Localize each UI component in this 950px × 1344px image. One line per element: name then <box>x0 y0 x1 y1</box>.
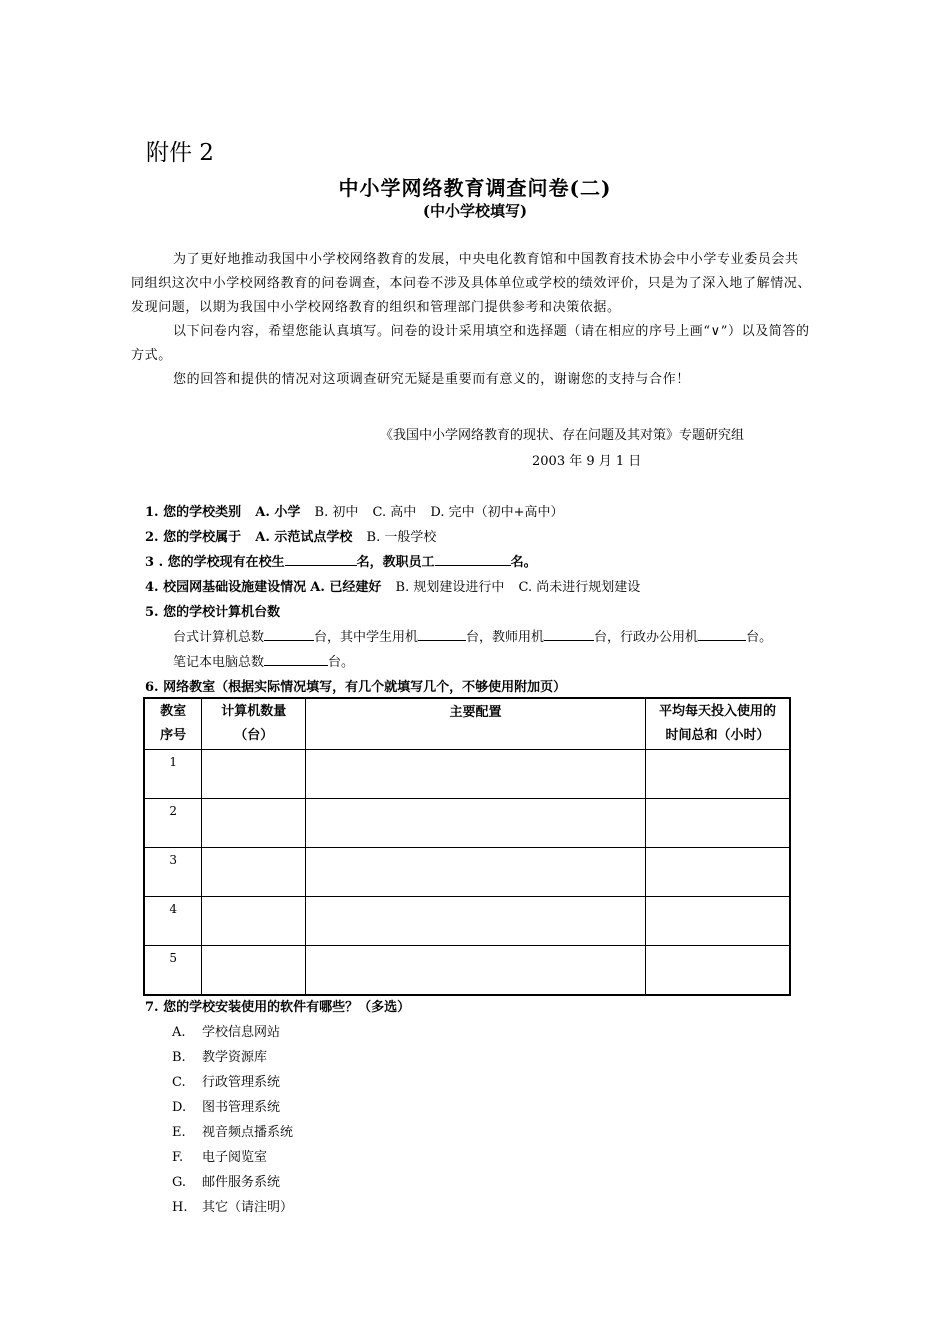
q7-option-d[interactable]: D. 图书管理系统 <box>172 1100 281 1115</box>
attachment-label: 附件 2 <box>146 140 214 166</box>
computer-count-cell[interactable] <box>202 750 306 799</box>
students-count-blank[interactable] <box>285 552 357 566</box>
q2-option-a[interactable]: A. 示范试点学校 <box>255 530 353 545</box>
staff-count-blank[interactable] <box>435 552 511 566</box>
question-4-label: 4. 校园网基础设施建设情况 <box>145 580 307 595</box>
intro-paragraph-3: 您的回答和提供的情况对这项调查研究无疑是重要而有意义的，谢谢您的支持与合作！ <box>173 372 690 387</box>
computer-count-cell[interactable] <box>202 848 306 897</box>
room-number-cell: 4 <box>144 897 202 946</box>
daily-usage-cell[interactable] <box>645 848 790 897</box>
question-1-label: 1. 您的学校类别 <box>145 505 242 520</box>
desktop-count-blank[interactable] <box>264 627 314 641</box>
header-main-config: 主要配置 <box>306 698 646 750</box>
room-number-cell: 2 <box>144 799 202 848</box>
room-number-cell: 1 <box>144 750 202 799</box>
daily-usage-cell[interactable] <box>645 750 790 799</box>
student-machines-blank[interactable] <box>418 627 466 641</box>
main-config-cell[interactable] <box>306 848 646 897</box>
question-6-label: 6. 网络教室（根据实际情况填写，有几个就填写几个，不够使用附加页） <box>145 680 567 695</box>
q4-option-b[interactable]: B. 规划建设进行中 <box>395 580 505 595</box>
laptop-unit: 台。 <box>328 655 355 670</box>
desktop-label: 台式计算机总数 <box>173 630 265 645</box>
main-config-cell[interactable] <box>306 946 646 996</box>
q7-option-g[interactable]: G. 邮件服务系统 <box>172 1175 281 1190</box>
question-6 <box>145 676 566 695</box>
q7-option-c[interactable]: C. 行政管理系统 <box>172 1075 281 1090</box>
q7-option-h[interactable]: H. 其它（请注明） <box>172 1200 294 1215</box>
intro-paragraph-1: 为了更好地推动我国中小学校网络教育的发展，中央电化教育馆和中国教育技术协会中小学专业委员会共同组织这次中小学校网络教育的问卷调查，本问卷不涉及具体单位或学校的绩效评价，只是为了深入地了解情况、发现问题，以期为我国中小学校网络教育的组织和管理部门提供参考和决策依据。 <box>131 252 812 315</box>
q2-option-b[interactable]: B. 一般学校 <box>366 530 437 545</box>
question-2 <box>145 526 436 545</box>
table-header-row <box>144 698 790 750</box>
question-5-label: 5. 您的学校计算机台数 <box>145 605 281 620</box>
question-5-line-1 <box>173 626 772 645</box>
room-number-cell: 5 <box>144 946 202 996</box>
main-config-cell[interactable] <box>306 897 646 946</box>
page-subtitle: (中小学校填写) <box>422 202 528 220</box>
teacher-machines-blank[interactable] <box>544 627 594 641</box>
question-3-mid: 名，教职员工 <box>356 555 435 570</box>
question-7-label: 7. 您的学校安装使用的软件有哪些？（多选） <box>145 1000 411 1015</box>
network-classroom-table <box>143 697 791 996</box>
question-2-label: 2. 您的学校属于 <box>145 530 242 545</box>
intro-text <box>131 248 811 392</box>
q7-option-e[interactable]: E. 视音频点播系统 <box>172 1125 294 1140</box>
table-row <box>144 799 790 848</box>
q1-option-b[interactable]: B. 初中 <box>314 505 359 520</box>
daily-usage-cell[interactable] <box>645 946 790 996</box>
q7-option-a[interactable]: A. 学校信息网站 <box>172 1025 281 1040</box>
q4-option-c[interactable]: C. 尚未进行规划建设 <box>518 580 641 595</box>
question-5 <box>145 601 280 620</box>
table-row <box>144 750 790 799</box>
page-title: 中小学网络教育调查问卷(二) <box>338 176 612 200</box>
header-computer-count: 计算机数量 （台） <box>202 698 306 750</box>
laptop-count-blank[interactable] <box>264 652 328 666</box>
header-daily-usage: 平均每天投入使用的 时间总和（小时） <box>645 698 790 750</box>
q4-option-a[interactable]: A. 已经建好 <box>310 580 382 595</box>
table-row <box>144 848 790 897</box>
table-row <box>144 897 790 946</box>
daily-usage-cell[interactable] <box>645 799 790 848</box>
intro-paragraph-2: 以下问卷内容，希望您能认真填写。问卷的设计采用填空和选择题（请在相应的序号上画“∨”）以及简答的方式。 <box>131 324 810 363</box>
q1-option-c[interactable]: C. 高中 <box>372 505 417 520</box>
question-3 <box>145 551 537 570</box>
daily-usage-cell[interactable] <box>645 897 790 946</box>
admin-machines-blank[interactable] <box>698 627 746 641</box>
question-7 <box>145 996 410 1015</box>
room-number-cell: 3 <box>144 848 202 897</box>
q1-option-a[interactable]: A. 小学 <box>255 505 301 520</box>
question-3-label: 3 . 您的学校现有在校生 <box>145 555 285 570</box>
teacher-machines-label: 台，教师用机 <box>466 630 545 645</box>
computer-count-cell[interactable] <box>202 946 306 996</box>
main-config-cell[interactable] <box>306 799 646 848</box>
question-4 <box>145 576 640 595</box>
question-1 <box>145 501 564 520</box>
computer-count-cell[interactable] <box>202 799 306 848</box>
students-machines-label: 台，其中学生用机 <box>314 630 419 645</box>
q1-option-d[interactable]: D. 完中（初中+高中） <box>430 505 564 520</box>
signature-date: 2003 年 9 月 1 日 <box>532 454 642 469</box>
header-room-number: 教室 序号 <box>144 698 202 750</box>
admin-machines-label: 台，行政办公用机 <box>594 630 699 645</box>
question-5-line-2 <box>173 651 354 670</box>
machines-unit: 台。 <box>746 630 773 645</box>
table-row <box>144 946 790 996</box>
laptop-label: 笔记本电脑总数 <box>173 655 265 670</box>
main-config-cell[interactable] <box>306 750 646 799</box>
q7-option-b[interactable]: B. 教学资源库 <box>172 1050 268 1065</box>
question-3-end: 名。 <box>510 555 537 570</box>
computer-count-cell[interactable] <box>202 897 306 946</box>
signature-group: 《我国中小学网络教育的现状、存在问题及其对策》专题研究组 <box>380 428 745 443</box>
q7-option-f[interactable]: F. 电子阅览室 <box>172 1150 268 1165</box>
